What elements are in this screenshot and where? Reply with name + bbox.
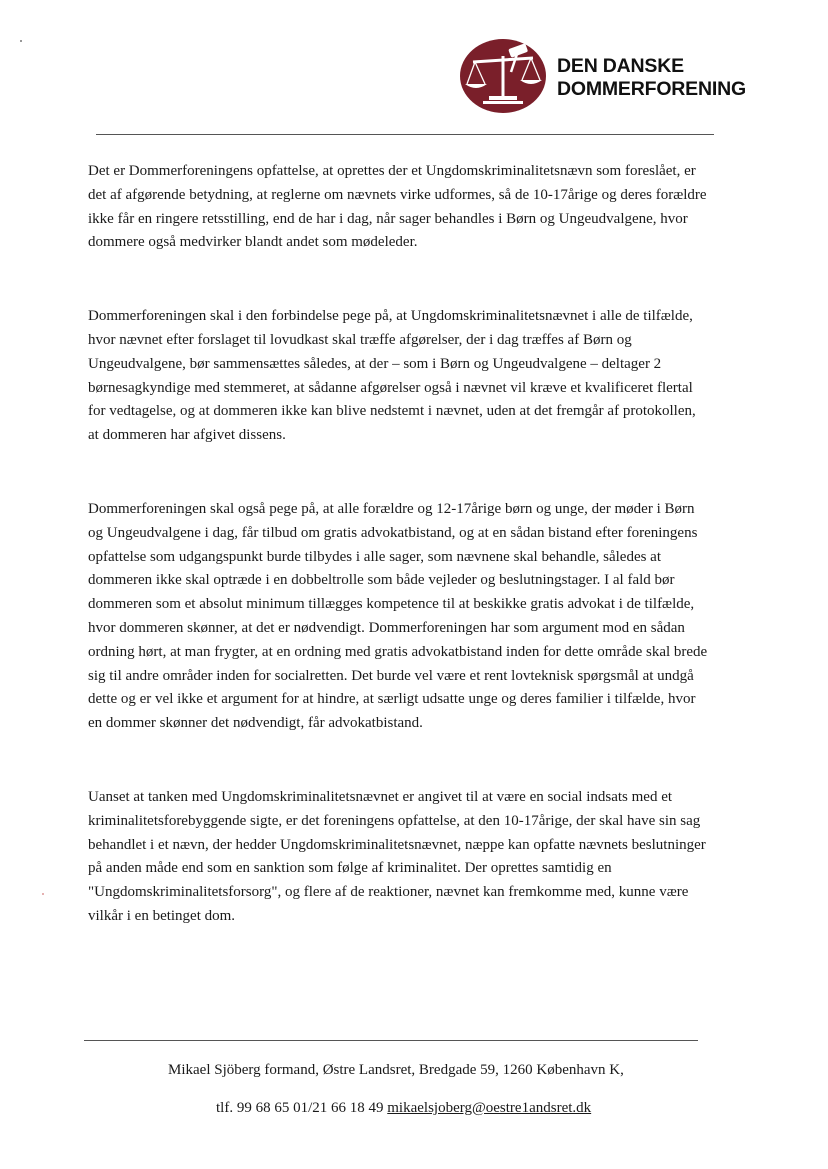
footer-address: Mikael Sjöberg formand, Østre Landsret, Bredgade 59, 1260 København K, [168, 1062, 624, 1078]
organization-name-line-2: DOMMERFORENING [557, 78, 746, 100]
text-line: opfattelse som udgangspunkt burde tilbydes i alle sager, som nævnene skal behandle, således at [88, 548, 662, 565]
text-line: hvor nævnet efter forslaget til lovudkast skal træffe afgørelser, der i dag træffes af Børn og [88, 331, 632, 348]
text-line: dommeren som et absolut minimum tillægges kompetence til at beskikke gratis advokat i de tilfælde, [88, 596, 695, 613]
text-line: en dommer skønner det nødvendigt, får advokatbistand. [88, 715, 423, 732]
text-line: Ungeudvalgene, bør sammensættes således, at der – som i Børn og Ungeudvalgene – deltager 2 [88, 355, 662, 372]
footer-email-link[interactable]: mikaelsjoberg@oestre1andsret.dk [387, 1100, 592, 1116]
text-line: og Ungeudvalgene i dag, får tilbud om gratis advokatbistand, og at en sådan bistand efter foreningens [88, 524, 698, 541]
paragraph-3 [88, 498, 758, 736]
text-line: børnesagkyndige med stemmeret, at sådanne afgørelser også i nævnet vil kræve et kvalificeret flertal [88, 379, 693, 396]
organization-name-line-1: DEN DANSKE [557, 55, 684, 77]
text-line: at dommeren har afgivet dissens. [88, 427, 286, 444]
letter-body [88, 160, 758, 979]
scales-of-justice-logo-icon [459, 38, 549, 114]
text-line: vilkår i en betinget dom. [88, 907, 236, 924]
letterhead [459, 38, 759, 114]
text-line: det af afgørende betydning, at reglerne om nævnets virke udformes, så de 10-17årige og deres forældre [88, 186, 707, 203]
text-line: for vedtagelse, og at dommeren ikke kan blive nedstemt i nævnet, uden at det fremgår af protokollen, [88, 403, 696, 420]
scan-speck [20, 40, 22, 42]
organization-name [557, 55, 746, 101]
text-line: dommeren ikke skal optræde i en dobbeltrolle som både vejleder og beslutningstager. I al fald bør [88, 572, 675, 589]
text-line: dette og er vel ikke et argument for at hindre, at særligt udsatte unge og deres familier i tilfælde, hvor [88, 691, 696, 708]
text-line: Dommerforeningen skal i den forbindelse pege på, at Ungdomskriminalitetsnævnet i alle de tilfælde, [88, 308, 693, 325]
text-line: sig til andre områder inden for socialretten. Det burde vel være et rent lovteknisk spørgsmål at undgå [88, 667, 694, 684]
text-line: på anden måde end som en sanktion som følge af kriminalitet. Der oprettes samtidig en [88, 860, 612, 877]
text-line: Det er Dommerforeningens opfattelse, at oprettes der et Ungdomskriminalitetsnævn som foreslået, er [88, 163, 696, 179]
text-line: ordning hørt, at man frygter, at en ordning med gratis advokatbistand inden for dette område skal brede [88, 643, 708, 660]
text-line: behandlet i et nævn, der hedder Ungdomskriminalitetsnævnet, næppe kan opfatte nævnets beslutninger [88, 836, 706, 853]
paragraph-4 [88, 786, 758, 929]
footer-phone: tlf. 99 68 65 01/21 66 18 49 [216, 1100, 384, 1116]
text-line: "Ungdomskriminalitetsforsorg", og flere af de reaktioner, nævnet kan fremkomme med, kunne være [88, 884, 689, 901]
scan-speck [42, 893, 44, 895]
footer-contact [216, 1100, 591, 1117]
text-line: kriminalitetsforebyggende sigte, er det foreningens opfattelse, at den 10-17årige, der skal have sin sag [88, 812, 701, 829]
text-line: hvor dommeren skønner, at det er nødvendigt. Dommerforeningen har som argument mod en sådan [88, 619, 685, 636]
paragraph-2 [88, 305, 758, 448]
text-line: Dommerforeningen skal også pege på, at alle forældre og 12-17årige børn og unge, der møder i Børn [88, 500, 695, 517]
text-line: dommere også medvirker blandt andet som mødeleder. [88, 234, 418, 251]
text-line: Uanset at tanken med Ungdomskriminalitetsnævnet er angivet til at være en social indsats med et [88, 788, 673, 805]
paragraph-1 [88, 160, 758, 255]
header-divider [96, 134, 714, 135]
footer-divider [84, 1040, 698, 1041]
text-line: ikke får en ringere retsstilling, end de har i dag, når sager behandles i Børn og Ungeudvalgene, hvor [88, 210, 688, 227]
